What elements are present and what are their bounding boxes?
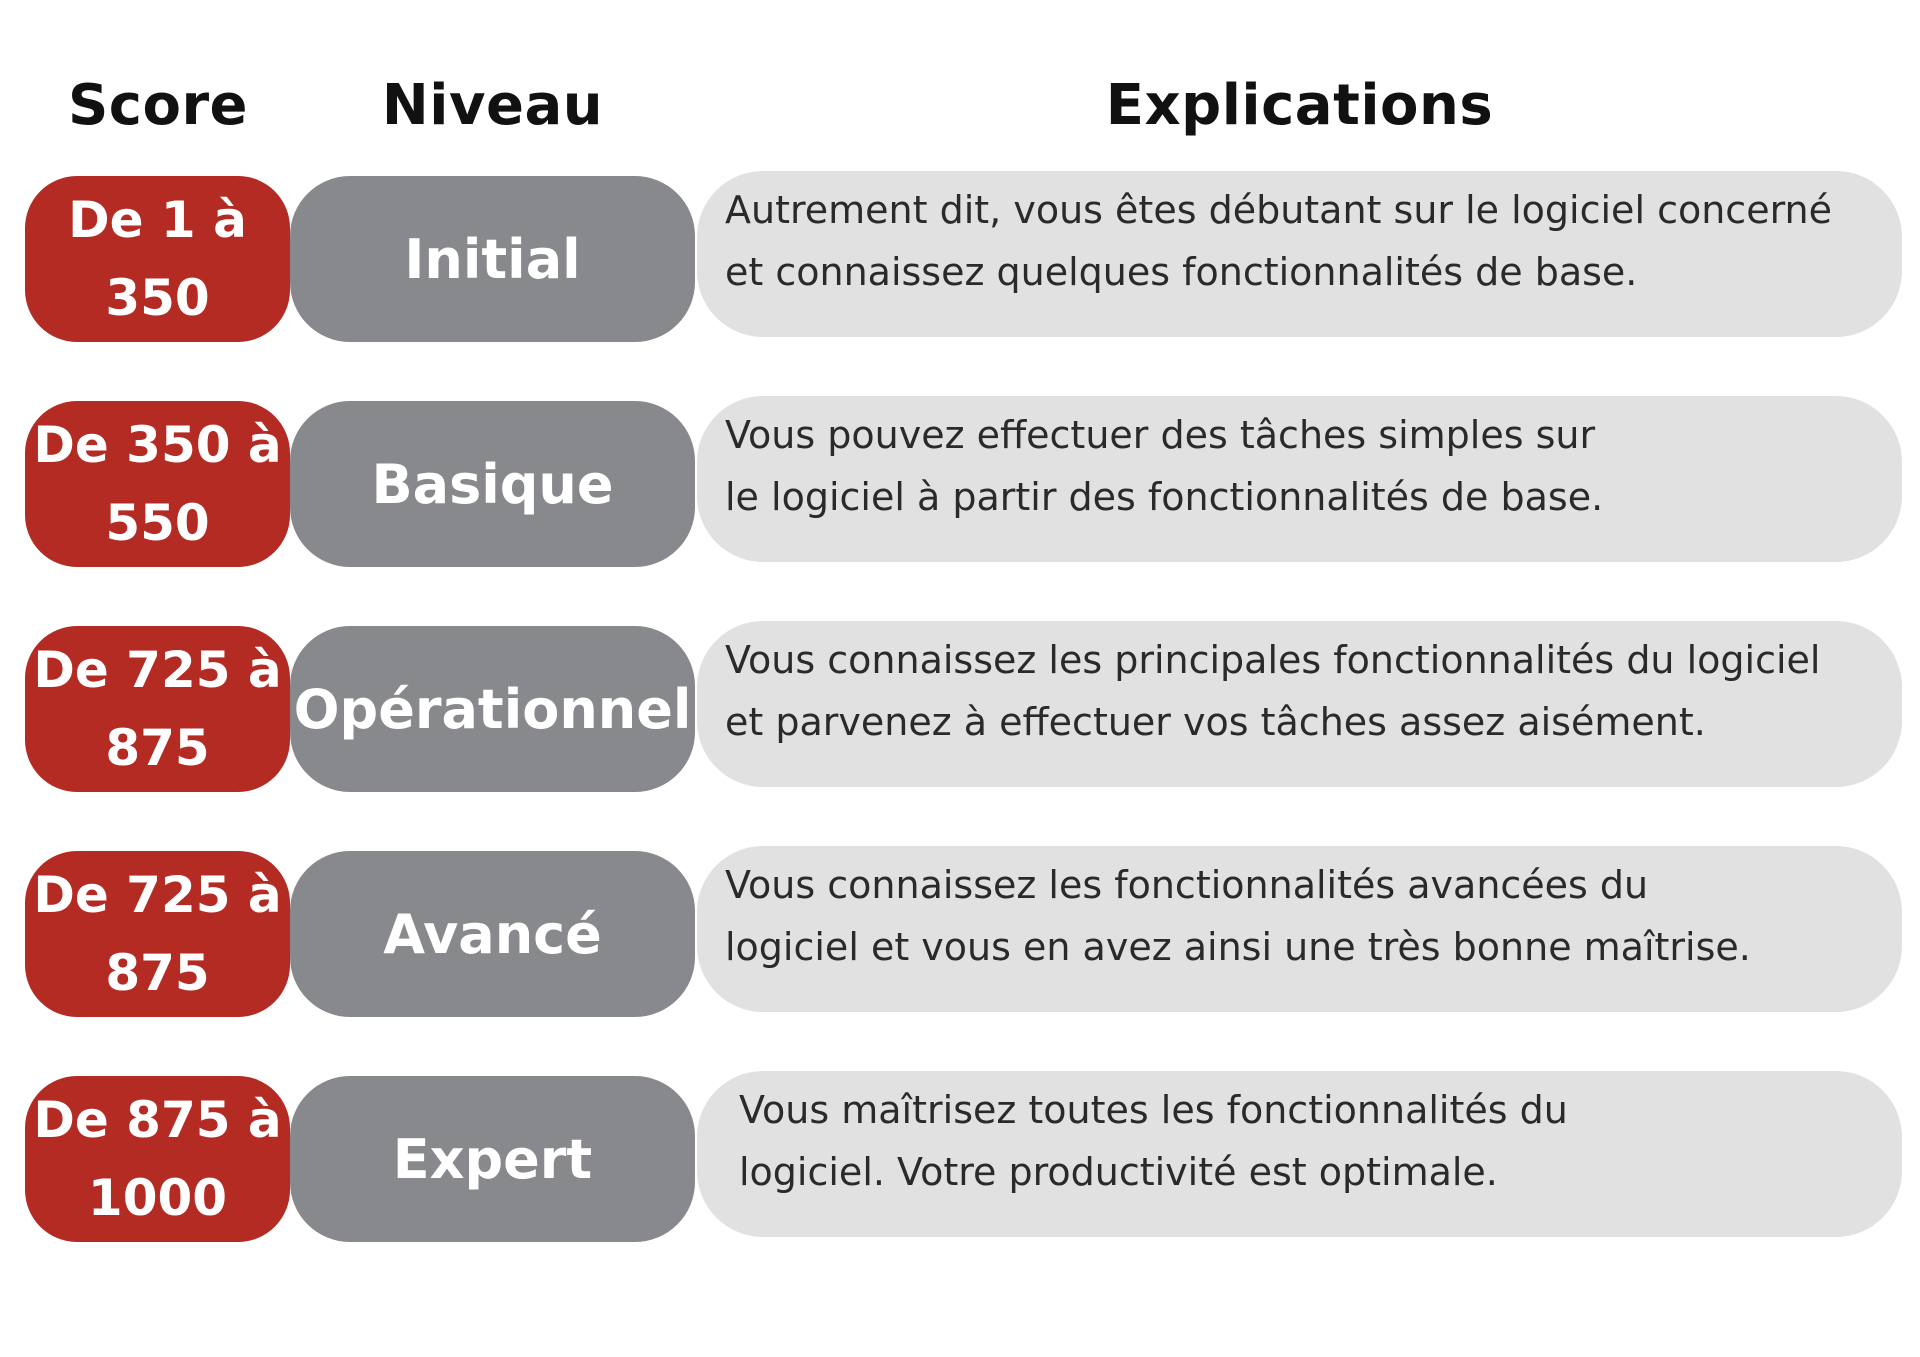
explanation-line-1: Autrement dit, vous êtes débutant sur le logiciel concerné xyxy=(725,188,1832,232)
explanation-box xyxy=(697,846,1902,1012)
score-range-line-1: De 350 à xyxy=(33,416,282,474)
score-range-badge xyxy=(25,851,290,1017)
score-range-line-2: 350 xyxy=(105,269,210,327)
explanation-line-2: le logiciel à partir des fonctionnalités de base. xyxy=(725,475,1604,519)
explanation-line-2: logiciel et vous en avez ainsi une très bonne maîtrise. xyxy=(725,925,1751,969)
explanation-box xyxy=(697,171,1902,337)
level-row-basique xyxy=(0,401,1920,567)
level-badge: Basique xyxy=(290,401,695,567)
explanation-box xyxy=(697,621,1902,787)
level-badge: Opérationnel xyxy=(290,626,695,792)
score-range-badge xyxy=(25,626,290,792)
score-range-line-1: De 725 à xyxy=(33,641,282,699)
level-column-header: Niveau xyxy=(381,73,604,138)
explanation-line-2: et connaissez quelques fonctionnalités de base. xyxy=(725,250,1638,294)
explanation-box xyxy=(697,1071,1902,1237)
level-badge: Avancé xyxy=(290,851,695,1017)
score-range-line-2: 1000 xyxy=(87,1169,228,1227)
explanation-line-1: Vous connaissez les fonctionnalités avancées du xyxy=(725,863,1649,907)
score-range-line-1: De 725 à xyxy=(33,866,282,924)
score-range-badge xyxy=(25,176,290,342)
explanation-line-1: Vous pouvez effectuer des tâches simples sur xyxy=(725,413,1596,457)
level-row-operationnel xyxy=(0,626,1920,792)
score-range-badge xyxy=(25,401,290,567)
level-row-expert xyxy=(0,1076,1920,1242)
score-column-header: Score xyxy=(67,73,249,138)
explanation-line-1: Vous maîtrisez toutes les fonctionnalités du xyxy=(739,1088,1568,1132)
explanation-box xyxy=(697,396,1902,562)
explanation-line-2: et parvenez à effectuer vos tâches assez aisément. xyxy=(725,700,1706,744)
explanation-line-1: Vous connaissez les principales fonctionnalités du logiciel xyxy=(725,638,1821,682)
score-range-line-1: De 875 à xyxy=(33,1091,282,1149)
explanation-line-2: logiciel. Votre productivité est optimale. xyxy=(739,1150,1498,1194)
explanations-column-header: Explications xyxy=(1105,73,1494,138)
score-range-line-1: De 1 à xyxy=(68,191,247,249)
level-badge: Expert xyxy=(290,1076,695,1242)
score-range-badge xyxy=(25,1076,290,1242)
level-row-avance xyxy=(0,851,1920,1017)
level-badge: Initial xyxy=(290,176,695,342)
score-range-line-2: 875 xyxy=(105,719,210,777)
score-range-line-2: 550 xyxy=(105,494,210,552)
score-range-line-2: 875 xyxy=(105,944,210,1002)
level-row-initial xyxy=(0,176,1920,342)
